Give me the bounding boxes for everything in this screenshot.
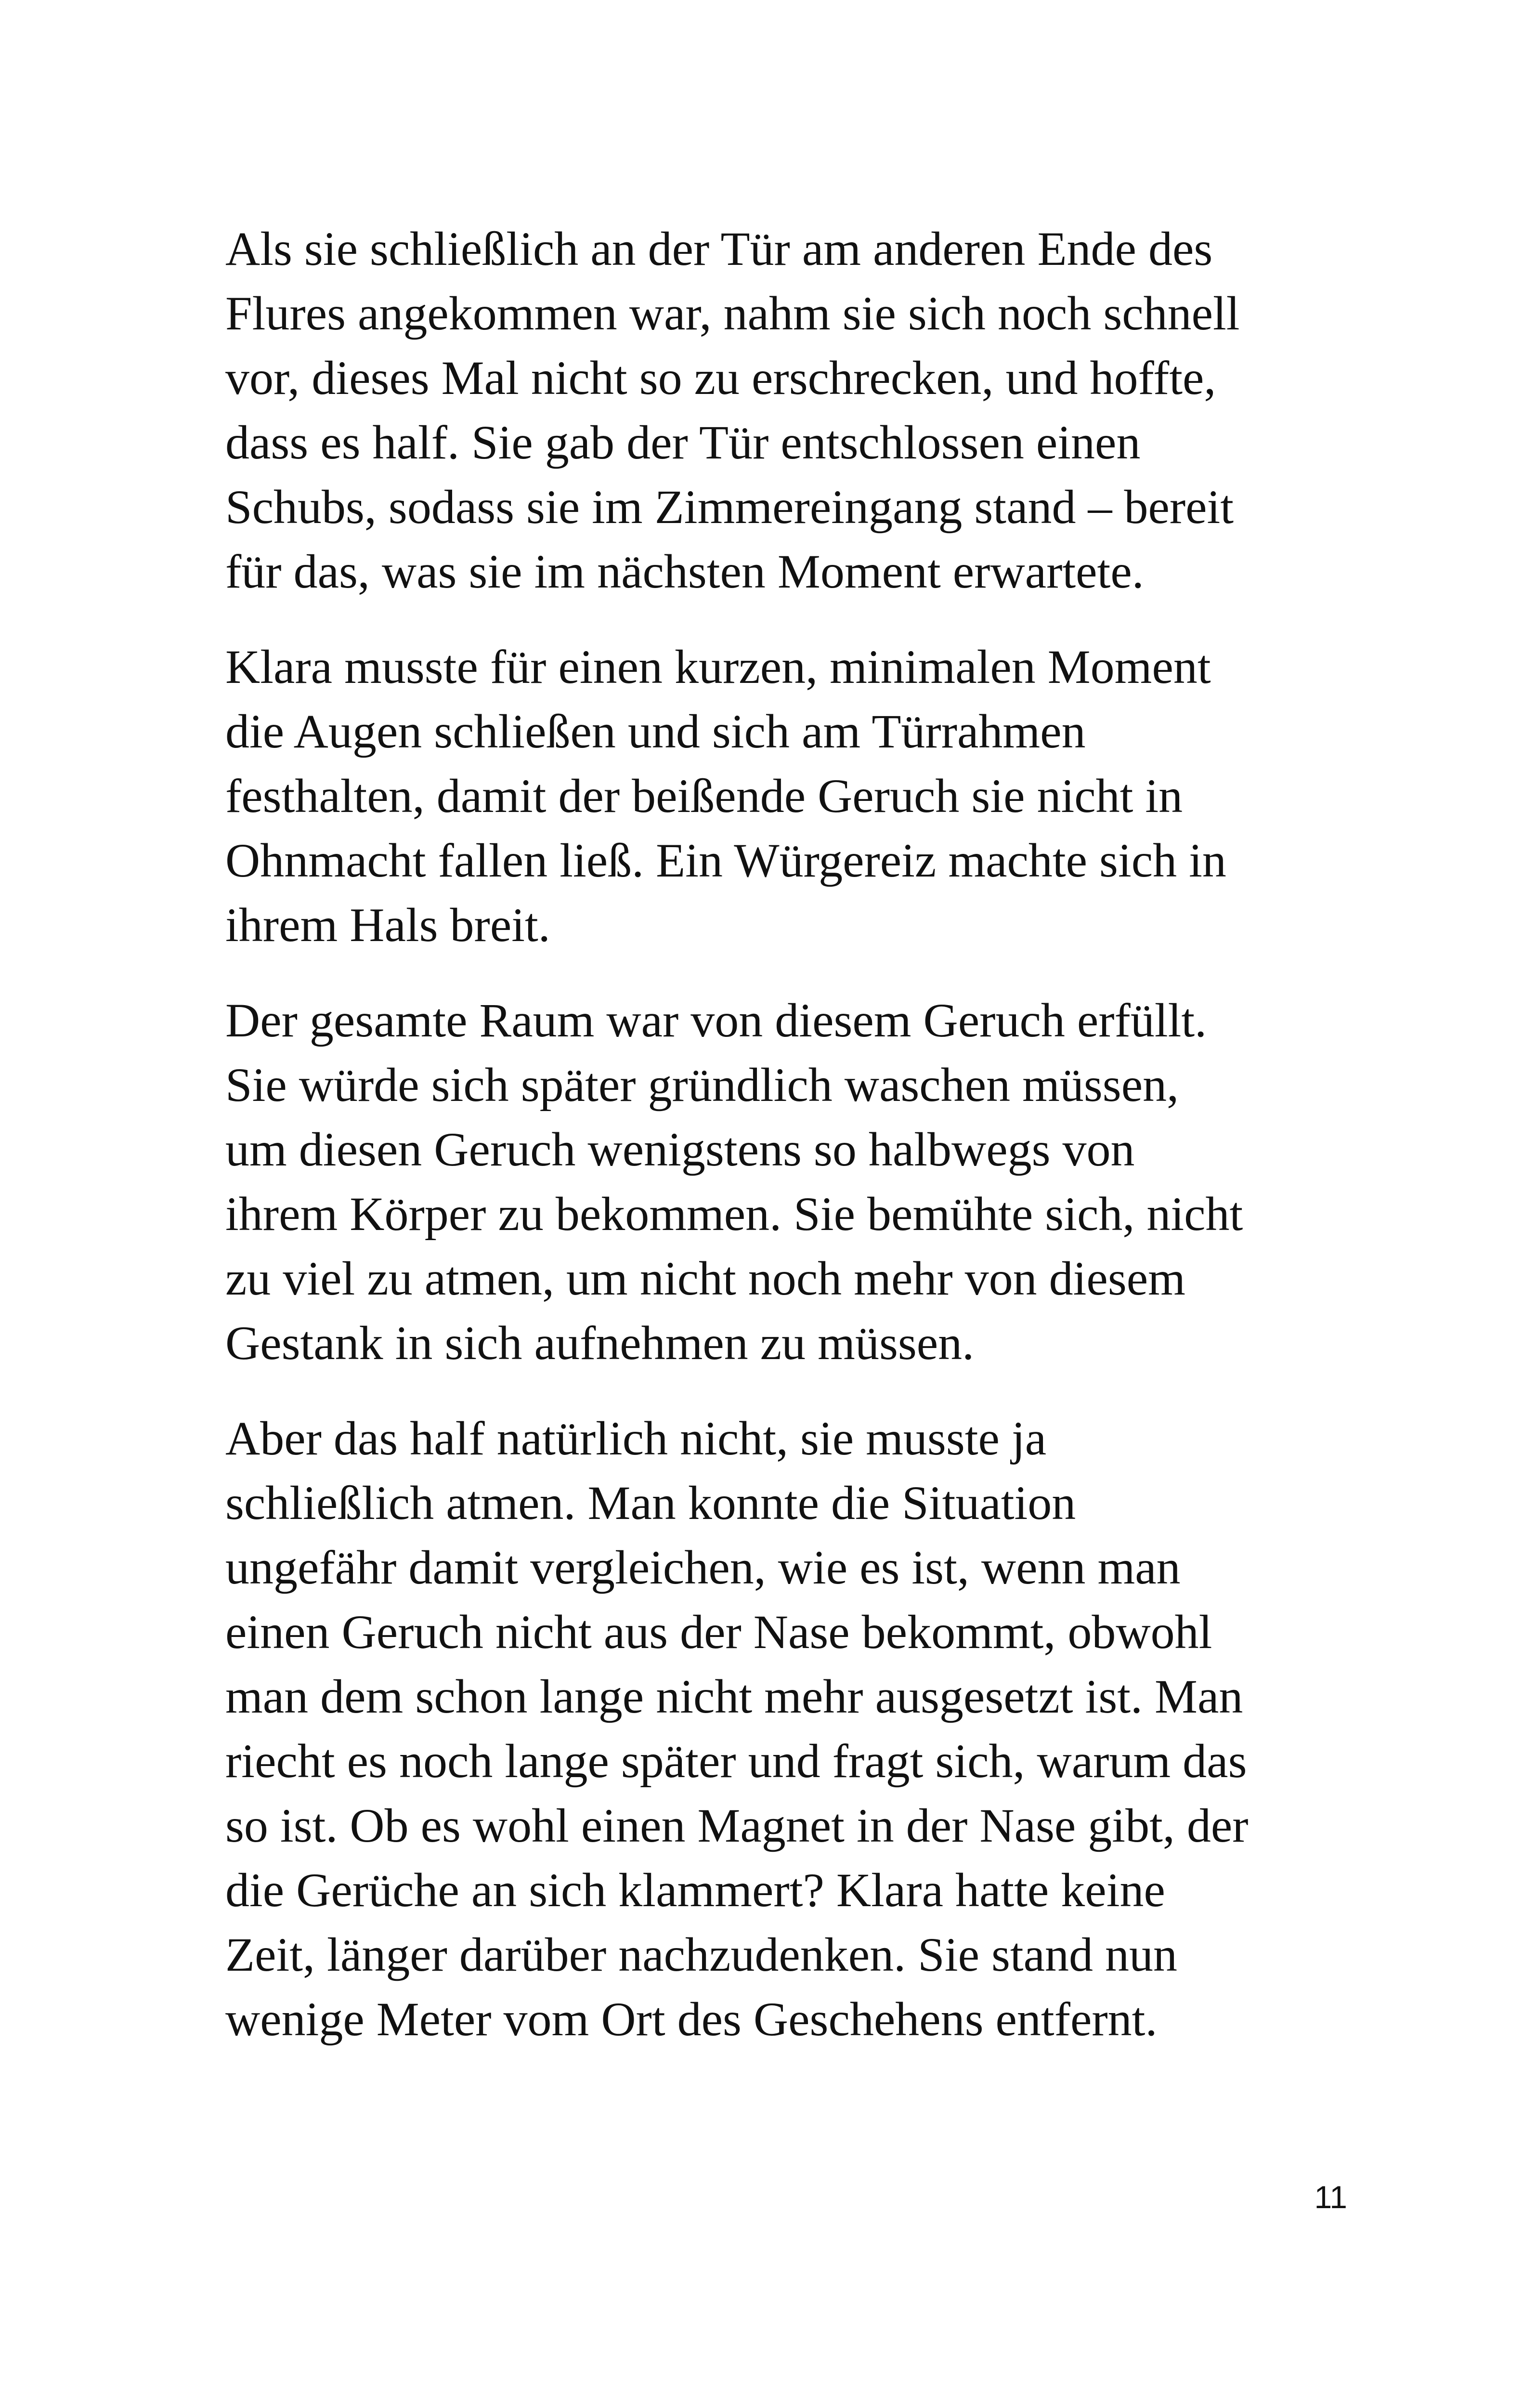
body-text xyxy=(225,217,1362,2082)
text-line: ihrem Hals breit. xyxy=(225,898,550,952)
paragraph-4 xyxy=(225,1406,1362,2052)
text-line: man dem schon lange nicht mehr ausgesetzt ist. Man xyxy=(225,1670,1243,1723)
text-line: festhalten, damit der beißende Geruch sie nicht in xyxy=(225,769,1183,823)
text-line: Aber das half natürlich nicht, sie musste ja xyxy=(225,1412,1047,1465)
text-line: Zeit, länger darüber nachzudenken. Sie stand nun xyxy=(225,1928,1178,1981)
paragraph-1 xyxy=(225,217,1362,604)
text-line: riecht es noch lange später und fragt sich, warum das xyxy=(225,1734,1247,1788)
text-line: die Augen schließen und sich am Türrahmen xyxy=(225,705,1086,758)
text-line: ihrem Körper zu bekommen. Sie bemühte sich, nicht xyxy=(225,1187,1243,1241)
text-line: Klara musste für einen kurzen, minimalen Moment xyxy=(225,640,1211,694)
text-line: Gestank in sich aufnehmen zu müssen. xyxy=(225,1316,975,1370)
text-line: um diesen Geruch wenigstens so halbwegs von xyxy=(225,1123,1135,1176)
text-line: zu viel zu atmen, um nicht noch mehr von diesem xyxy=(225,1252,1185,1305)
text-line: Flures angekommen war, nahm sie sich noch schnell xyxy=(225,287,1240,340)
text-line: für das, was sie im nächsten Moment erwartete. xyxy=(225,545,1144,598)
text-line: schließlich atmen. Man konnte die Situation xyxy=(225,1476,1076,1530)
text-line: so ist. Ob es wohl einen Magnet in der Nase gibt, der xyxy=(225,1799,1249,1852)
text-line: einen Geruch nicht aus der Nase bekommt, obwohl xyxy=(225,1605,1212,1659)
paragraph-3 xyxy=(225,988,1362,1375)
text-line: Der gesamte Raum war von diesem Geruch erfüllt. xyxy=(225,994,1207,1047)
text-line: ungefähr damit vergleichen, wie es ist, wenn man xyxy=(225,1541,1181,1594)
page-number: 11 xyxy=(1314,2179,1347,2215)
text-line: Als sie schließlich an der Tür am anderen Ende des xyxy=(225,222,1213,275)
text-line: die Gerüche an sich klammert? Klara hatte keine xyxy=(225,1863,1165,1917)
text-line: wenige Meter vom Ort des Geschehens entfernt. xyxy=(225,1992,1158,2046)
text-line: Sie würde sich später gründlich waschen müssen, xyxy=(225,1058,1179,1112)
text-line: dass es half. Sie gab der Tür entschlossen einen xyxy=(225,416,1141,469)
paragraph-2 xyxy=(225,635,1362,957)
text-line: Ohnmacht fallen ließ. Ein Würgereiz machte sich in xyxy=(225,834,1226,887)
text-line: vor, dieses Mal nicht so zu erschrecken, und hoffte, xyxy=(225,351,1216,405)
text-line: Schubs, sodass sie im Zimmereingang stand – bereit xyxy=(225,480,1234,534)
